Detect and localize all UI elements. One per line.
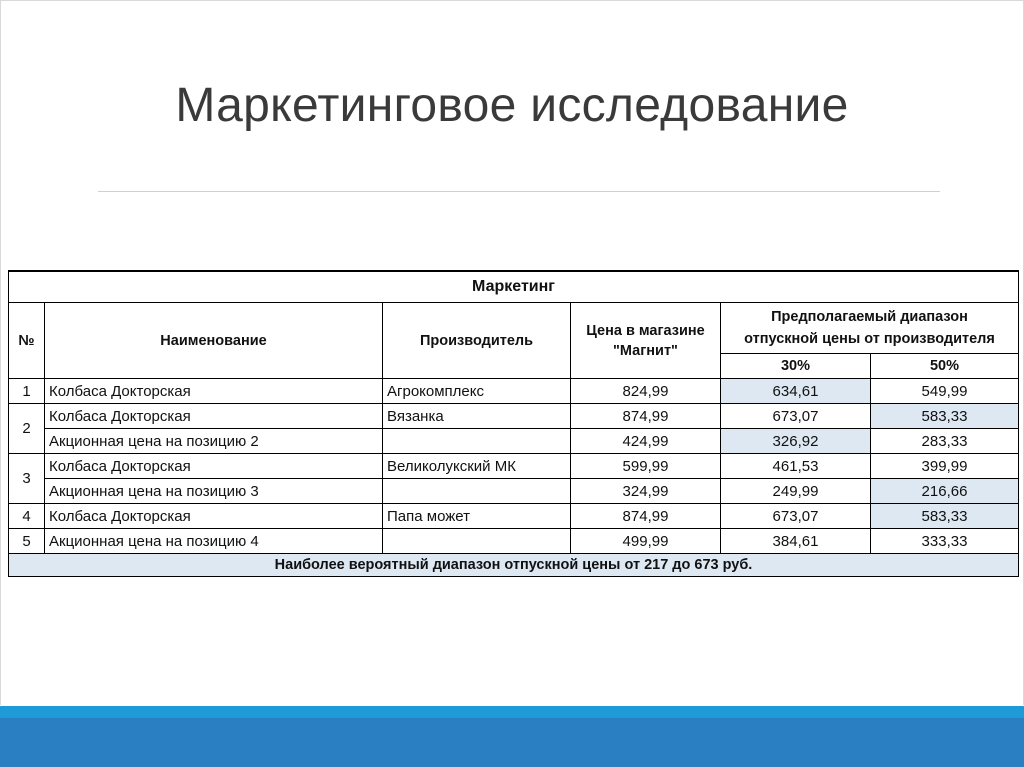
header-num: № [9,303,45,379]
row-producer [383,529,571,554]
row-num: 5 [9,529,45,554]
row-name: Колбаса Докторская [45,404,383,429]
header-range-line1: Предполагаемый диапазон [771,309,968,325]
row-producer: Вязанка [383,404,571,429]
header-price [571,303,721,379]
row-p30: 461,53 [721,454,871,479]
row-price: 499,99 [571,529,721,554]
row-p50: 583,33 [871,504,1019,529]
table-row [9,479,1019,504]
row-producer: Агрокомплекс [383,379,571,404]
row-p30: 673,07 [721,404,871,429]
row-name: Акционная цена на позицию 4 [45,529,383,554]
table-row [9,379,1019,404]
row-p30: 326,92 [721,429,871,454]
row-p30: 384,61 [721,529,871,554]
row-price: 824,99 [571,379,721,404]
row-producer [383,479,571,504]
table-row [9,429,1019,454]
row-p50: 399,99 [871,454,1019,479]
row-num: 3 [9,454,45,504]
marketing-table [8,270,1019,577]
row-producer [383,429,571,454]
table-row [9,404,1019,429]
row-price: 874,99 [571,404,721,429]
table-row [9,504,1019,529]
row-price: 874,99 [571,504,721,529]
row-price: 324,99 [571,479,721,504]
bottom-band [0,718,1024,767]
header-range-line2: отпускной цены от производителя [744,331,995,347]
row-p50: 549,99 [871,379,1019,404]
row-num: 2 [9,404,45,454]
row-price: 599,99 [571,454,721,479]
row-num: 4 [9,504,45,529]
table-row [9,529,1019,554]
row-p50: 216,66 [871,479,1019,504]
row-name: Акционная цена на позицию 2 [45,429,383,454]
header-30: 30% [721,354,871,379]
row-name: Акционная цена на позицию 3 [45,479,383,504]
table-row [9,454,1019,479]
table-footer: Наиболее вероятный диапазон отпускной цены от 217 до 673 руб. [9,554,1019,577]
title-divider [98,191,940,192]
row-num: 1 [9,379,45,404]
row-p50: 333,33 [871,529,1019,554]
table-caption: Маркетинг [9,271,1019,303]
row-name: Колбаса Докторская [45,379,383,404]
row-p30: 634,61 [721,379,871,404]
header-price-line2: "Магнит" [613,342,678,359]
slide-title: Маркетинговое исследование [175,79,849,132]
row-p30: 673,07 [721,504,871,529]
row-p30: 249,99 [721,479,871,504]
bottom-accent-bar [0,706,1024,718]
row-p50: 583,33 [871,404,1019,429]
row-name: Колбаса Докторская [45,454,383,479]
row-producer: Папа может [383,504,571,529]
header-producer: Производитель [383,303,571,379]
header-range [721,303,1019,354]
header-50: 50% [871,354,1019,379]
row-p50: 283,33 [871,429,1019,454]
row-name: Колбаса Докторская [45,504,383,529]
row-producer: Великолукский МК [383,454,571,479]
header-name: Наименование [45,303,383,379]
row-price: 424,99 [571,429,721,454]
header-price-line1: Цена в магазине [586,322,705,339]
